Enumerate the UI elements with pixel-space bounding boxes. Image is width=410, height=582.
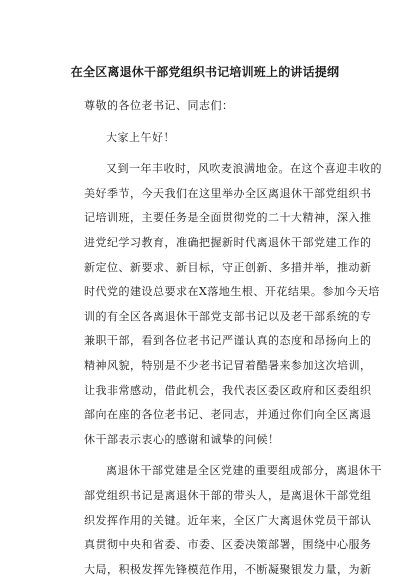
paragraph-line: 兼职干部，看到各位老书记严谨认真的态度和昂扬向上的 xyxy=(84,334,372,348)
paragraph-line: 记培训班，主要任务是全面贯彻党的二十大精神，深入推 xyxy=(84,211,372,225)
paragraph-line: 进党纪学习教育，准确把握新时代离退休干部党建工作的 xyxy=(84,235,372,249)
paragraph-line: 离退休干部党建是全区党建的重要组成部分，离退休干 xyxy=(106,464,382,478)
paragraph-line: 训的有全区各离退休干部党支部书记以及老干部系统的专 xyxy=(84,309,372,323)
paragraph-1 xyxy=(84,157,382,452)
document-title: 在全区离退休干部党组织书记培训班上的讲话提纲 xyxy=(70,65,340,79)
greeting: 大家上午好！ xyxy=(106,130,175,144)
paragraph-line: 休干部表示衷心的感谢和诚挚的问候！ xyxy=(84,432,280,446)
paragraph-line: 精神风貌，特别是不少老书记冒着酷暑来参加这次培训， xyxy=(84,358,372,372)
salutation: 尊敬的各位老书记、同志们： xyxy=(84,99,234,112)
paragraph-2 xyxy=(84,459,382,582)
document-body xyxy=(84,94,382,582)
paragraph-line: 时代党的建设总要求在X落地生根、开花结果。参加今天培 xyxy=(84,285,380,299)
paragraph-line: 新定位、新要求、新目标，守正创新、多措并举，推动新 xyxy=(84,260,372,274)
paragraph-line: 真贯彻中央和省委、市委、区委决策部署，围绕中心服务 xyxy=(84,538,372,552)
paragraph-line: 又到一年丰收时，风吹麦浪满地金。在这个喜迎丰收的 xyxy=(106,162,382,176)
paragraph-line: 织发挥作用的关键。近年来，全区广大离退休党员干部认 xyxy=(84,513,372,527)
paragraph-line: 大局，积极发挥先锋模范作用，不断凝聚银发力量，为新 xyxy=(84,562,372,576)
paragraph-line: 部向在座的各位老书记、老同志，并通过你们向全区离退 xyxy=(84,408,372,422)
paragraph-line: 让我非常感动，借此机会，我代表区委区政府和区委组织 xyxy=(84,383,372,397)
paragraph-line: 部党组织书记是离退休干部的带头人，是离退休干部党组 xyxy=(84,488,372,502)
paragraph-line: 美好季节，今天我们在这里举办全区离退休干部党组织书 xyxy=(84,186,372,200)
